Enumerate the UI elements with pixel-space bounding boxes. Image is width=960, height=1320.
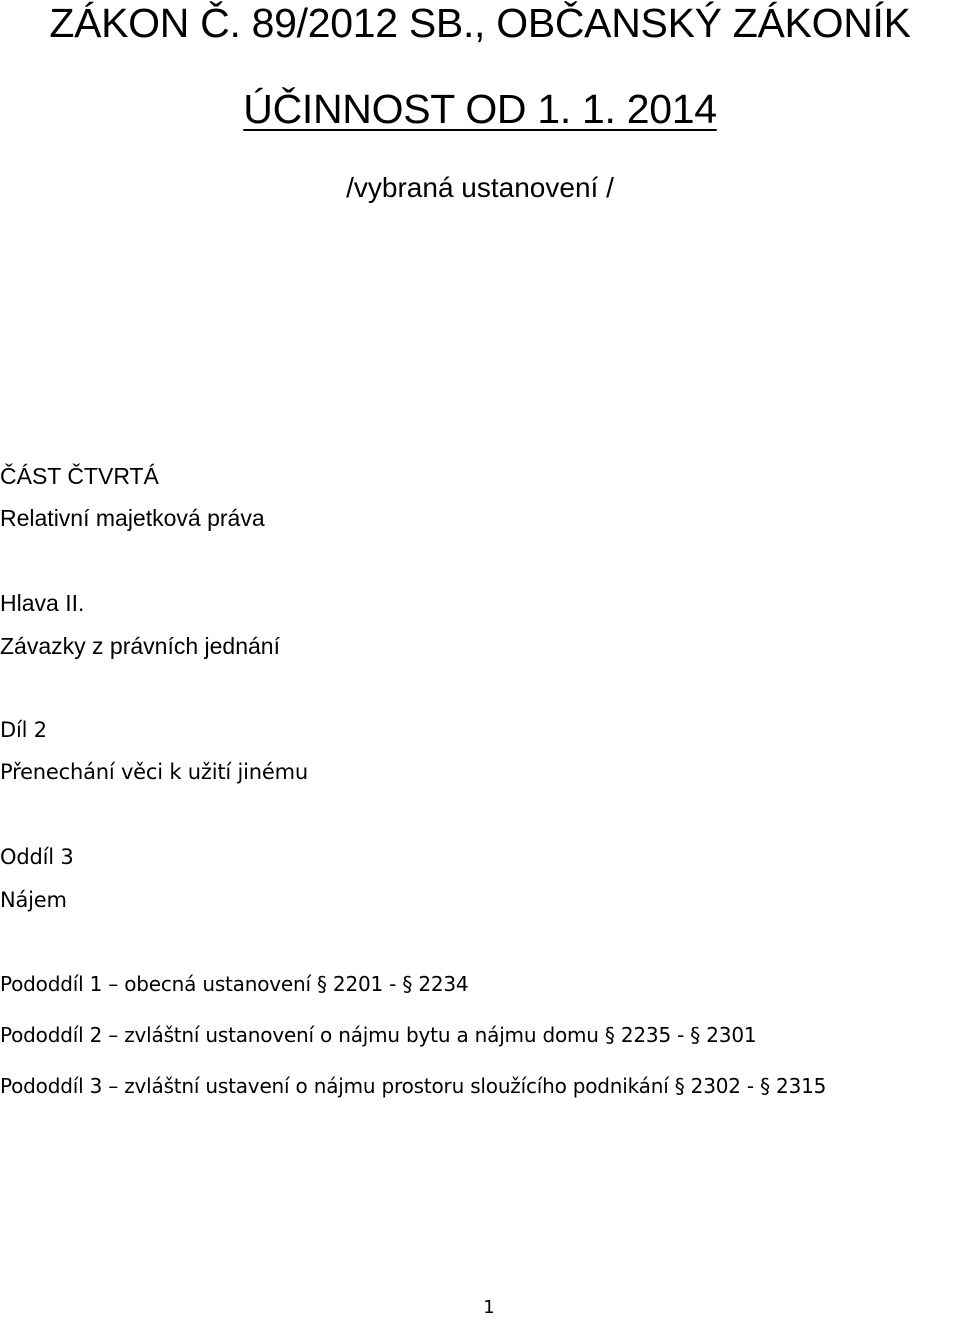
section-label: Oddíl 3 [0, 845, 74, 869]
document-title: ZÁKON Č. 89/2012 SB., OBČANSKÝ ZÁKONÍK [49, 0, 911, 46]
effective-date-text: ÚČINNOST OD 1. 1. 2014 [243, 86, 717, 132]
division-label: Díl 2 [0, 718, 47, 742]
subsection-item: Pododdíl 1 – obecná ustanovení § 2201 - § 2234 [0, 972, 469, 996]
subsection-item: Pododdíl 3 – zvláštní ustavení o nájmu prostoru sloužícího podnikání § 2302 - § 2315 [0, 1074, 827, 1098]
chapter-name: Závazky z právních jednání [0, 633, 280, 659]
part-name: Relativní majetková práva [0, 505, 265, 531]
effective-date-heading [0, 86, 960, 133]
chapter-label: Hlava II. [0, 590, 85, 616]
page-number: 1 [483, 1297, 495, 1318]
section-name: Nájem [0, 888, 67, 912]
division-name: Přenechání věci k užití jinému [0, 760, 308, 784]
document-subtitle: /vybraná ustanovení / [346, 172, 614, 203]
part-label: ČÁST ČTVRTÁ [0, 463, 159, 489]
subsection-item: Pododdíl 2 – zvláštní ustanovení o nájmu bytu a nájmu domu § 2235 - § 2301 [0, 1023, 757, 1047]
